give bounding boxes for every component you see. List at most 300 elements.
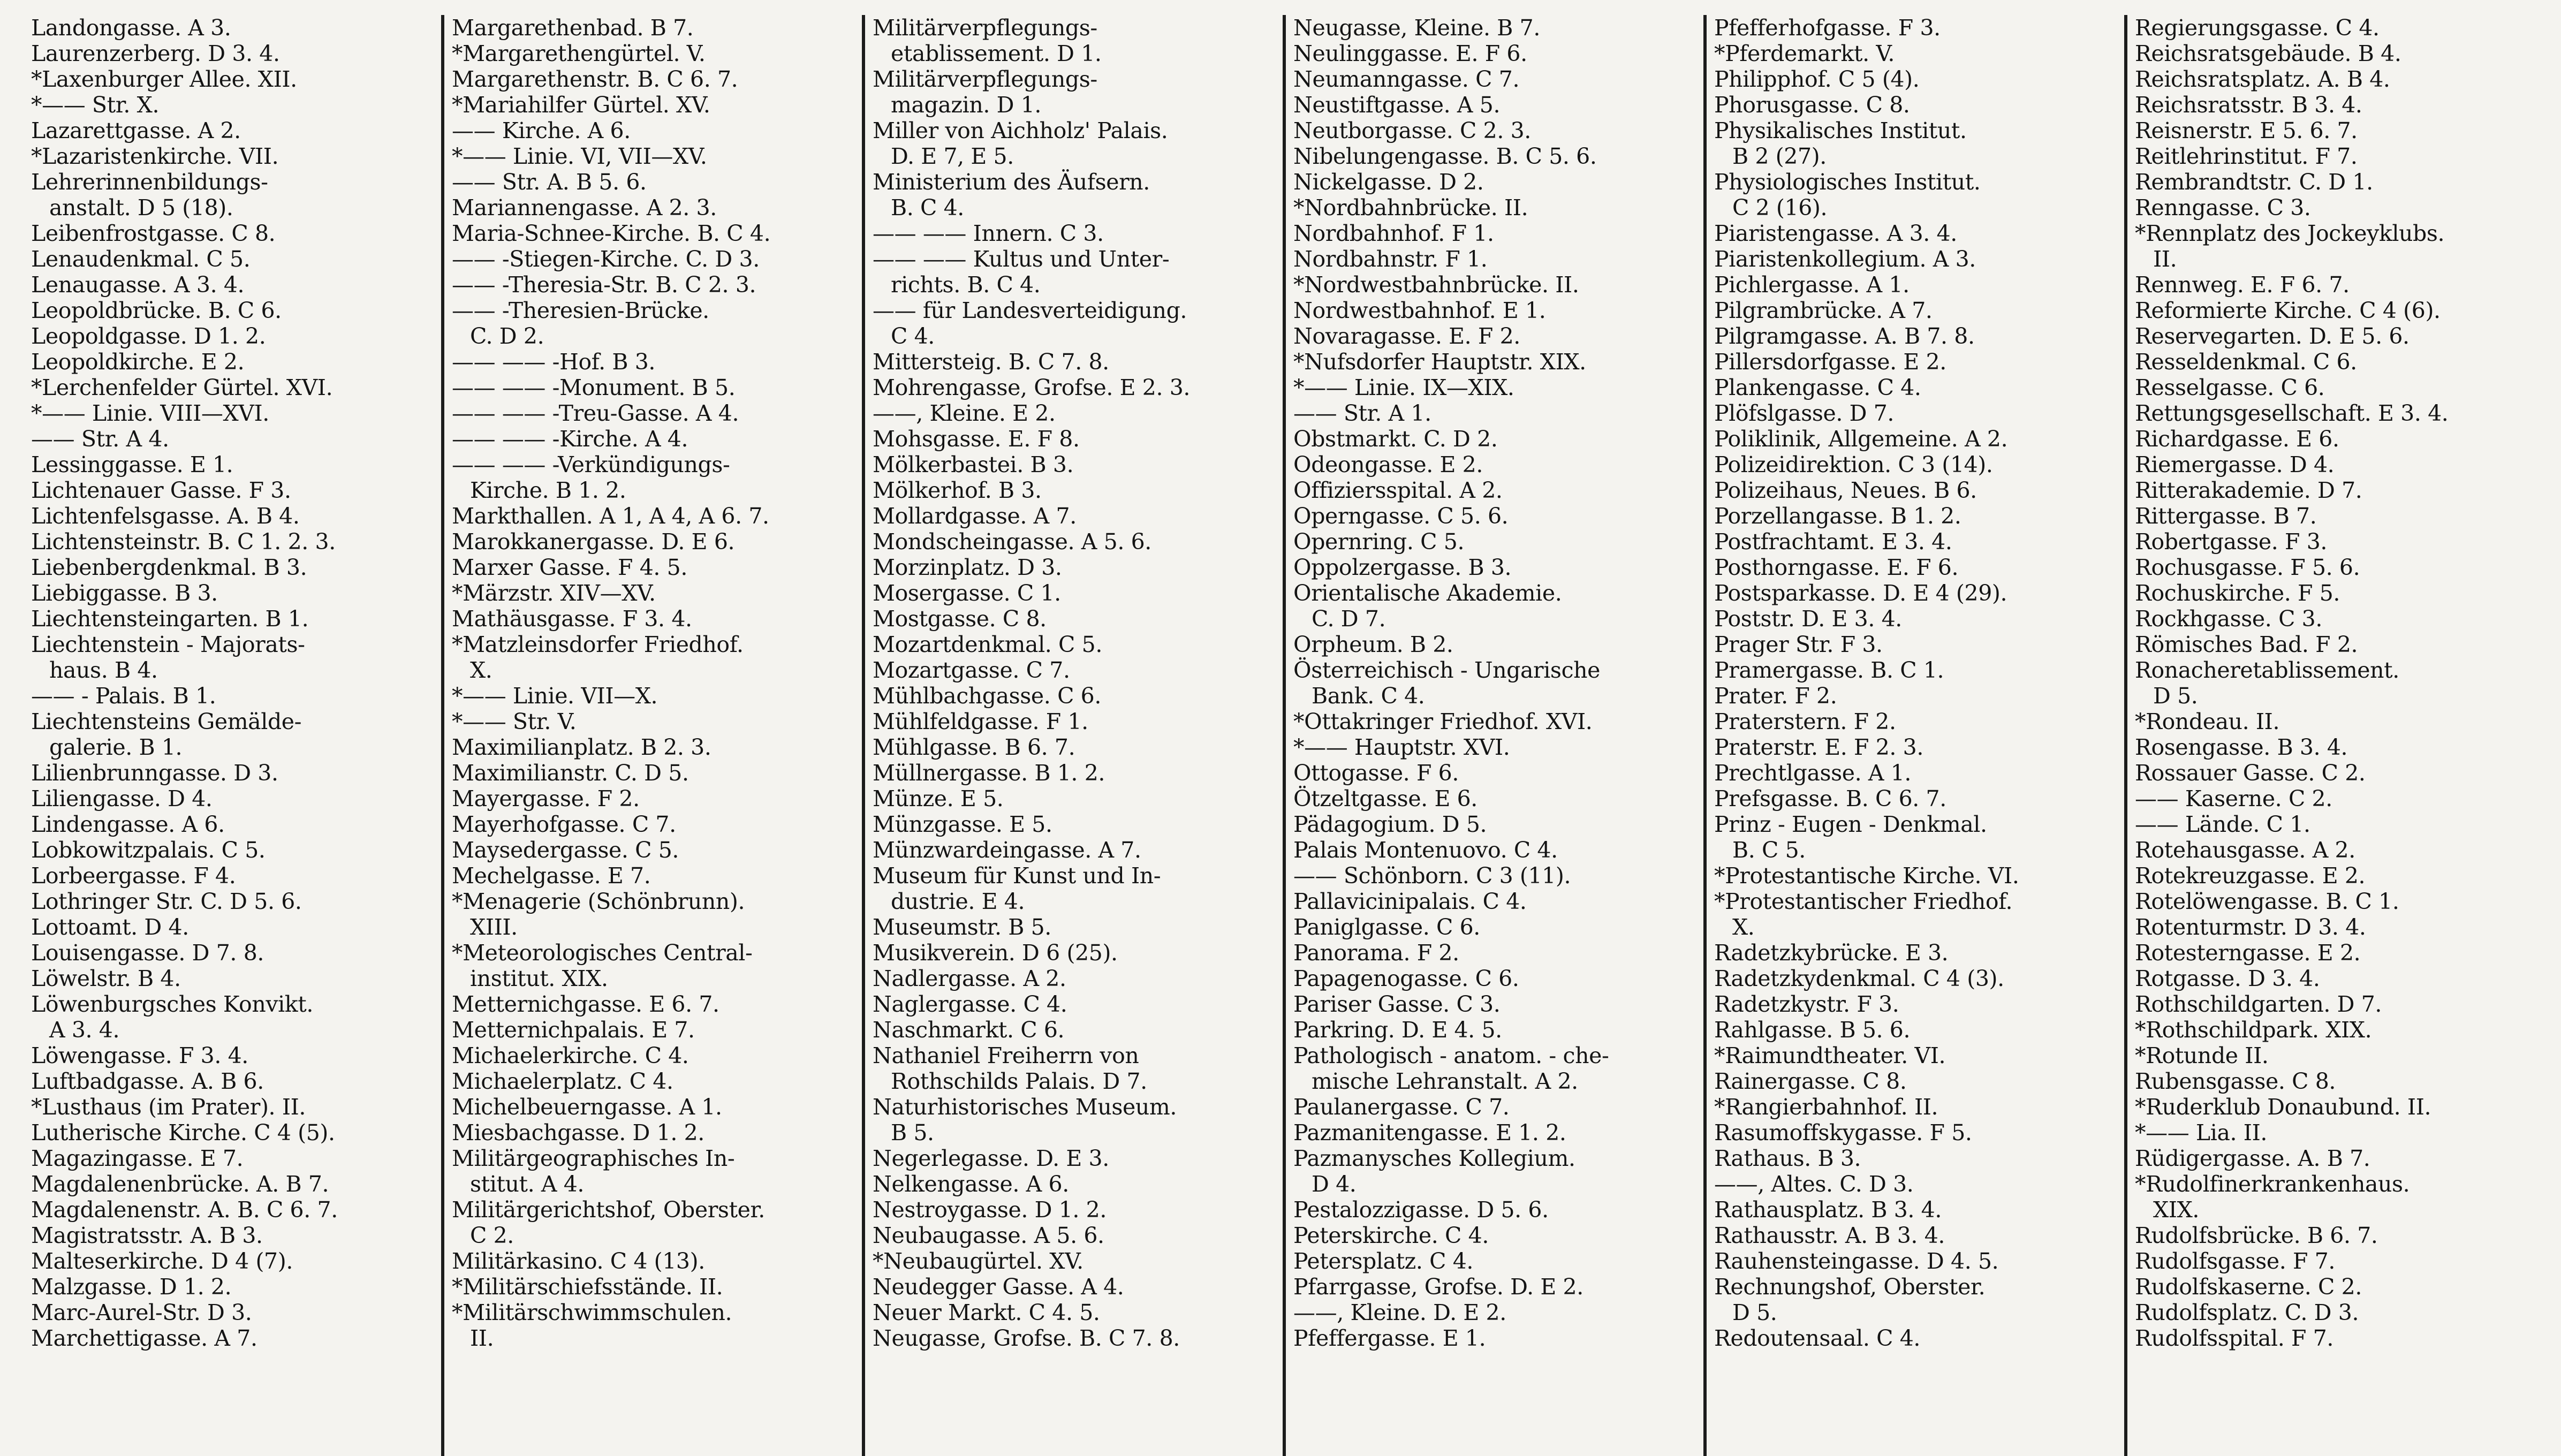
- index-entry-continuation: B 5.: [891, 1120, 934, 1146]
- index-entry: Rathausplatz. B 3. 4.: [1714, 1197, 1942, 1223]
- index-entry: Pädagogium. D 5.: [1293, 812, 1487, 837]
- index-entry: Neulinggasse. E. F 6.: [1293, 41, 1527, 66]
- index-entry: *Ruderklub Donaubund. II.: [2135, 1094, 2431, 1120]
- index-entry: Münze. E 5.: [873, 786, 1004, 812]
- index-entry: Leopoldkirche. E 2.: [31, 349, 245, 375]
- index-entry: Odeongasse. E 2.: [1293, 452, 1483, 477]
- index-entry: Lenaugasse. A 3. 4.: [31, 272, 245, 298]
- index-entry: Rotgasse. D 3. 4.: [2135, 966, 2320, 991]
- index-entry: *Rudolfinerkrankenhaus.: [2135, 1171, 2410, 1197]
- index-entry: Musikverein. D 6 (25).: [873, 940, 1118, 966]
- index-entry: Reichsratsplatz. A. B 4.: [2135, 66, 2390, 92]
- index-entry: Lichtenauer Gasse. F 3.: [31, 477, 291, 503]
- index-entry: Rüdigergasse. A. B 7.: [2135, 1146, 2370, 1171]
- index-entry: Nordwestbahnhof. E 1.: [1293, 298, 1546, 323]
- index-entry: *—— Linie. VII—X.: [452, 683, 658, 709]
- index-entry: Rockhgasse. C 3.: [2135, 606, 2322, 632]
- index-entry: Magdalenenstr. A. B. C 6. 7.: [31, 1197, 338, 1223]
- index-entry: Rotekreuzgasse. E 2.: [2135, 863, 2366, 889]
- index-entry: Margarethenstr. B. C 6. 7.: [452, 66, 738, 92]
- index-entry-continuation: C 2 (16).: [1732, 195, 1828, 221]
- index-entry: Laurenzerberg. D 3. 4.: [31, 41, 280, 66]
- index-entry: Rembrandtstr. C. D 1.: [2135, 169, 2373, 195]
- index-entry: Liechtensteins Gemälde-: [31, 709, 302, 734]
- index-entry: Palais Montenuovo. C 4.: [1293, 837, 1558, 863]
- index-entry: Museum für Kunst und In-: [873, 863, 1161, 889]
- index-entry: Miller von Aichholz' Palais.: [873, 118, 1168, 143]
- index-entry: Prechtlgasse. A 1.: [1714, 760, 1912, 786]
- index-entry: Peterskirche. C 4.: [1293, 1223, 1489, 1248]
- index-entry: Maximilianplatz. B 2. 3.: [452, 734, 711, 760]
- index-entry: Naschmarkt. C 6.: [873, 1017, 1065, 1043]
- index-entry: Lilienbrunngasse. D 3.: [31, 760, 278, 786]
- index-entry: Plöfslgasse. D 7.: [1714, 400, 1895, 426]
- index-entry: Pallavicinipalais. C 4.: [1293, 889, 1527, 914]
- index-entry: Lutherische Kirche. C 4 (5).: [31, 1120, 335, 1146]
- index-entry: Offiziersspital. A 2.: [1293, 477, 1503, 503]
- index-entry-continuation: X.: [1732, 914, 1755, 940]
- index-entry: Mölkerbastei. B 3.: [873, 452, 1074, 477]
- index-entry: Reservegarten. D. E 5. 6.: [2135, 323, 2410, 349]
- index-entry-continuation: stitut. A 4.: [470, 1171, 585, 1197]
- index-entry: Neumanngasse. C 7.: [1293, 66, 1520, 92]
- index-entry: *Protestantische Kirche. VI.: [1714, 863, 2019, 889]
- index-entry-continuation: etablissement. D 1.: [891, 41, 1102, 66]
- index-entry-continuation: Rothschilds Palais. D 7.: [891, 1068, 1147, 1094]
- index-entry: Prefsgasse. B. C 6. 7.: [1714, 786, 1946, 812]
- index-entry: —— —— -Kirche. A 4.: [452, 426, 688, 452]
- index-entry: —— -Theresien-Brücke.: [452, 298, 709, 323]
- index-entry: *Rothschildpark. XIX.: [2135, 1017, 2372, 1043]
- index-entry: *—— Linie. VI, VII—XV.: [452, 143, 707, 169]
- index-entry: Mayerhofgasse. C 7.: [452, 812, 676, 837]
- index-entry: Nickelgasse. D 2.: [1293, 169, 1484, 195]
- index-entry: *Neubaugürtel. XV.: [873, 1248, 1084, 1274]
- index-entry: Opernring. C 5.: [1293, 529, 1465, 555]
- index-entry: Müllnergasse. B 1. 2.: [873, 760, 1105, 786]
- index-entry: Rosengasse. B 3. 4.: [2135, 734, 2348, 760]
- index-entry: Rudolfsspital. F 7.: [2135, 1325, 2334, 1351]
- index-entry: Papagenogasse. C 6.: [1293, 966, 1519, 991]
- index-entry: Mostgasse. C 8.: [873, 606, 1047, 632]
- index-entry-continuation: C 2.: [470, 1223, 514, 1248]
- index-entry: Piaristengasse. A 3. 4.: [1714, 221, 1957, 246]
- index-entry: *Matzleinsdorfer Friedhof.: [452, 632, 744, 657]
- index-entry: *Ottakringer Friedhof. XVI.: [1293, 709, 1593, 734]
- index-entry: Philipphof. C 5 (4).: [1714, 66, 1920, 92]
- index-entry: Pestalozzigasse. D 5. 6.: [1293, 1197, 1549, 1223]
- index-entry: Rubensgasse. C 8.: [2135, 1068, 2336, 1094]
- index-entry: Ötzeltgasse. E 6.: [1293, 786, 1478, 812]
- index-entry: —— für Landesverteidigung.: [873, 298, 1187, 323]
- index-entry-continuation: D 5.: [1732, 1300, 1777, 1325]
- index-entry: Militärgeographisches In-: [452, 1146, 735, 1171]
- index-entry: Physikalisches Institut.: [1714, 118, 1967, 143]
- index-entry: Rotesterngasse. E 2.: [2135, 940, 2361, 966]
- index-entry: *Menagerie (Schönbrunn).: [452, 889, 745, 914]
- index-entry-continuation: C. D 7.: [1312, 606, 1386, 632]
- index-entry: Liebenbergdenkmal. B 3.: [31, 555, 307, 580]
- index-entry: —— Kirche. A 6.: [452, 118, 631, 143]
- index-entry: Reisnerstr. E 5. 6. 7.: [2135, 118, 2358, 143]
- index-entry: Lobkowitzpalais. C 5.: [31, 837, 266, 863]
- index-entry: Pilgramgasse. A. B 7. 8.: [1714, 323, 1975, 349]
- index-column-5: [1707, 15, 2127, 1456]
- index-entry: Pilgrambrücke. A 7.: [1714, 298, 1933, 323]
- index-entry-continuation: II.: [470, 1325, 494, 1351]
- index-entry: *—— Lia. II.: [2135, 1120, 2268, 1146]
- index-entry: Rotehausgasse. A 2.: [2135, 837, 2355, 863]
- index-entry-continuation: B 2 (27).: [1732, 143, 1827, 169]
- index-entry: *—— Linie. IX—XIX.: [1293, 375, 1514, 400]
- index-entry: Naglergasse. C 4.: [873, 991, 1067, 1017]
- index-entry: —— Str. A. B 5. 6.: [452, 169, 647, 195]
- index-entry-continuation: richts. B. C 4.: [891, 272, 1041, 298]
- index-entry: *Nordwestbahnbrücke. II.: [1293, 272, 1579, 298]
- index-entry: Postfrachtamt. E 3. 4.: [1714, 529, 1952, 555]
- index-entry: *—— Hauptstr. XVI.: [1293, 734, 1510, 760]
- index-entry: Michaelerplatz. C 4.: [452, 1068, 673, 1094]
- index-entry: Marokkanergasse. D. E 6.: [452, 529, 735, 555]
- index-entry: Lottoamt. D 4.: [31, 914, 189, 940]
- index-entry: Rettungsgesellschaft. E 3. 4.: [2135, 400, 2449, 426]
- index-entry: Neudegger Gasse. A 4.: [873, 1274, 1124, 1300]
- index-entry: Orpheum. B 2.: [1293, 632, 1453, 657]
- index-entry: Leopoldgasse. D 1. 2.: [31, 323, 266, 349]
- index-entry-continuation: II.: [2153, 246, 2177, 272]
- index-entry: Piaristenkollegium. A 3.: [1714, 246, 1976, 272]
- index-entry: *—— Str. X.: [31, 92, 160, 118]
- index-entry: Pariser Gasse. C 3.: [1293, 991, 1501, 1017]
- index-entry: Nadlergasse. A 2.: [873, 966, 1066, 991]
- index-entry: *Raimundtheater. VI.: [1714, 1043, 1946, 1068]
- index-entry: Magazingasse. E 7.: [31, 1146, 244, 1171]
- index-entry: Ritterakademie. D 7.: [2135, 477, 2362, 503]
- index-entry: Lehrerinnenbildungs-: [31, 169, 268, 195]
- index-entry: Oppolzergasse. B 3.: [1293, 555, 1512, 580]
- index-entry: Lessinggasse. E 1.: [31, 452, 233, 477]
- index-entry: Pramergasse. B. C 1.: [1714, 657, 1944, 683]
- index-entry: Resseldenkmal. C 6.: [2135, 349, 2357, 375]
- index-entry: Redoutensaal. C 4.: [1714, 1325, 1921, 1351]
- index-entry: Rudolfsgasse. F 7.: [2135, 1248, 2336, 1274]
- index-entry: Porzellangasse. B 1. 2.: [1714, 503, 1961, 529]
- index-entry: Löwelstr. B 4.: [31, 966, 181, 991]
- index-entry: ——, Kleine. E 2.: [873, 400, 1056, 426]
- index-entry: Neugasse, Kleine. B 7.: [1293, 15, 1540, 41]
- index-entry: Rasumoffskygasse. F 5.: [1714, 1120, 1972, 1146]
- index-entry: *Militärschiefsstände. II.: [452, 1274, 723, 1300]
- index-entry: Poststr. D. E 3. 4.: [1714, 606, 1902, 632]
- index-entry: Pathologisch - anatom. - che-: [1293, 1043, 1609, 1068]
- index-entry: —— —— -Treu-Gasse. A 4.: [452, 400, 739, 426]
- index-column-2: [444, 15, 865, 1456]
- index-entry: Österreichisch - Ungarische: [1293, 657, 1601, 683]
- index-entry-continuation: B. C 5.: [1732, 837, 1806, 863]
- index-entry-continuation: mische Lehranstalt. A 2.: [1312, 1068, 1578, 1094]
- index-entry: Löwengasse. F 3. 4.: [31, 1043, 248, 1068]
- index-column-3: [865, 15, 1286, 1456]
- index-entry-continuation: B. C 4.: [891, 195, 964, 221]
- index-entry: —— —— -Monument. B 5.: [452, 375, 736, 400]
- index-entry: Rainergasse. C 8.: [1714, 1068, 1907, 1094]
- index-entry: Nibelungengasse. B. C 5. 6.: [1293, 143, 1597, 169]
- index-entry-continuation: C 4.: [891, 323, 935, 349]
- index-entry: Militärverpflegungs-: [873, 15, 1097, 41]
- index-entry: Phorusgasse. C 8.: [1714, 92, 1910, 118]
- index-entry: Maria-Schnee-Kirche. B. C 4.: [452, 221, 771, 246]
- index-entry: —— Lände. C 1.: [2135, 812, 2310, 837]
- index-entry: Marxer Gasse. F 4. 5.: [452, 555, 687, 580]
- index-entry: Prinz - Eugen - Denkmal.: [1714, 812, 1987, 837]
- index-entry: Lindengasse. A 6.: [31, 812, 225, 837]
- index-entry: —— Kaserne. C 2.: [2135, 786, 2332, 812]
- index-entry: Marchettigasse. A 7.: [31, 1325, 257, 1351]
- index-entry: Novaragasse. E. F 2.: [1293, 323, 1520, 349]
- index-entry: Miesbachgasse. D 1. 2.: [452, 1120, 704, 1146]
- index-entry: Reformierte Kirche. C 4 (6).: [2135, 298, 2441, 323]
- index-entry: Physiologisches Institut.: [1714, 169, 1981, 195]
- index-entry: Leopoldbrücke. B. C 6.: [31, 298, 282, 323]
- index-entry: Mechelgasse. E 7.: [452, 863, 651, 889]
- index-entry: Renngasse. C 3.: [2135, 195, 2311, 221]
- index-entry: *Rangierbahnhof. II.: [1714, 1094, 1938, 1120]
- index-entry: Praterstr. E. F 2. 3.: [1714, 734, 1923, 760]
- index-entry: Mozartdenkmal. C 5.: [873, 632, 1102, 657]
- index-entry: Pfarrgasse, Grofse. D. E 2.: [1293, 1274, 1583, 1300]
- index-entry: Plankengasse. C 4.: [1714, 375, 1921, 400]
- index-entry: Landongasse. A 3.: [31, 15, 231, 41]
- index-entry: *Rondeau. II.: [2135, 709, 2280, 734]
- index-entry-continuation: Kirche. B 1. 2.: [470, 477, 626, 503]
- index-entry: —— Str. A 1.: [1293, 400, 1431, 426]
- index-entry: Lorbeergasse. F 4.: [31, 863, 236, 889]
- index-entry: Militärverpflegungs-: [873, 66, 1097, 92]
- index-entry: Ministerium des Äufsern.: [873, 169, 1150, 195]
- index-entry: Römisches Bad. F 2.: [2135, 632, 2358, 657]
- index-entry: Rechnungshof, Oberster.: [1714, 1274, 1986, 1300]
- index-entry: Magdalenenbrücke. A. B 7.: [31, 1171, 329, 1197]
- index-entry: Negerlegasse. D. E 3.: [873, 1146, 1109, 1171]
- index-entry: Maximilianstr. C. D 5.: [452, 760, 689, 786]
- index-entry: Mühlfeldgasse. F 1.: [873, 709, 1088, 734]
- index-entry: Paniglgasse. C 6.: [1293, 914, 1480, 940]
- index-entry: Prater. F 2.: [1714, 683, 1837, 709]
- index-entry: Robertgasse. F 3.: [2135, 529, 2328, 555]
- index-entry: —— -Theresia-Str. B. C 2. 3.: [452, 272, 756, 298]
- index-entry: Mölkerhof. B 3.: [873, 477, 1042, 503]
- index-entry: Museumstr. B 5.: [873, 914, 1051, 940]
- index-entry-continuation: institut. XIX.: [470, 966, 608, 991]
- index-entry: Mühlbachgasse. C 6.: [873, 683, 1101, 709]
- index-entry: Paulanergasse. C 7.: [1293, 1094, 1510, 1120]
- index-entry: —— —— Kultus und Unter-: [873, 246, 1170, 272]
- index-entry: Prager Str. F 3.: [1714, 632, 1883, 657]
- index-entry: Lazarettgasse. A 2.: [31, 118, 241, 143]
- index-entry: Rudolfskaserne. C 2.: [2135, 1274, 2362, 1300]
- index-entry: Metternichgasse. E 6. 7.: [452, 991, 719, 1017]
- index-entry: Naturhistorisches Museum.: [873, 1094, 1177, 1120]
- index-entry: Neubaugasse. A 5. 6.: [873, 1223, 1104, 1248]
- index-entry: —— - Palais. B 1.: [31, 683, 216, 709]
- index-entry: Mathäusgasse. F 3. 4.: [452, 606, 692, 632]
- index-entry: Lenaudenkmal. C 5.: [31, 246, 251, 272]
- index-entry: Polizeidirektion. C 3 (14).: [1714, 452, 1993, 477]
- index-entry: —— Schönborn. C 3 (11).: [1293, 863, 1571, 889]
- index-entry: Lichtenfelsgasse. A. B 4.: [31, 503, 300, 529]
- index-entry: —— Str. A 4.: [31, 426, 169, 452]
- index-entry: *Lerchenfelder Gürtel. XVI.: [31, 375, 333, 400]
- index-entry: Maysedergasse. C 5.: [452, 837, 679, 863]
- index-entry: Löwenburgsches Konvikt.: [31, 991, 313, 1017]
- index-entry: *Pferdemarkt. V.: [1714, 41, 1895, 66]
- index-entry: *Mariahilfer Gürtel. XV.: [452, 92, 710, 118]
- index-entry-continuation: D 4.: [1312, 1171, 1357, 1197]
- index-entry: Rauhensteingasse. D 4. 5.: [1714, 1248, 1999, 1274]
- index-entry: ——, Kleine. D. E 2.: [1293, 1300, 1506, 1325]
- index-entry-continuation: galerie. B 1.: [49, 734, 183, 760]
- index-entry: Lichtensteinstr. B. C 1. 2. 3.: [31, 529, 336, 555]
- index-entry: *Lusthaus (im Prater). II.: [31, 1094, 306, 1120]
- index-entry-continuation: haus. B 4.: [49, 657, 158, 683]
- index-entry-continuation: Bank. C 4.: [1312, 683, 1425, 709]
- index-entry: Ronacheretablissement.: [2135, 657, 2399, 683]
- index-entry-continuation: X.: [470, 657, 492, 683]
- index-entry: Nathaniel Freiherrn von: [873, 1043, 1139, 1068]
- index-entry: *Margarethengürtel. V.: [452, 41, 706, 66]
- index-entry: *Nufsdorfer Hauptstr. XIX.: [1293, 349, 1586, 375]
- index-entry: Rathaus. B 3.: [1714, 1146, 1861, 1171]
- index-entry: Pillersdorfgasse. E 2.: [1714, 349, 1946, 375]
- index-entry: Radetzkystr. F 3.: [1714, 991, 1899, 1017]
- index-entry: *—— Str. V.: [452, 709, 577, 734]
- index-entry: Posthorngasse. E. F 6.: [1714, 555, 1959, 580]
- index-entry: Marc-Aurel-Str. D 3.: [31, 1300, 252, 1325]
- index-entry: *Rotunde II.: [2135, 1043, 2269, 1068]
- index-entry: Münzwardeingasse. A 7.: [873, 837, 1141, 863]
- index-entry: Regierungsgasse. C 4.: [2135, 15, 2380, 41]
- index-entry: Lothringer Str. C. D 5. 6.: [31, 889, 302, 914]
- index-entry: Obstmarkt. C. D 2.: [1293, 426, 1498, 452]
- index-entry: Rothschildgarten. D 7.: [2135, 991, 2382, 1017]
- index-entry: Pazmanitengasse. E 1. 2.: [1293, 1120, 1566, 1146]
- index-entry: Malteserkirche. D 4 (7).: [31, 1248, 293, 1274]
- index-entry: Louisengasse. D 7. 8.: [31, 940, 264, 966]
- index-entry: Neugasse, Grofse. B. C 7. 8.: [873, 1325, 1180, 1351]
- index-entry: Rossauer Gasse. C 2.: [2135, 760, 2366, 786]
- index-entry: Reichsratsgebäude. B 4.: [2135, 41, 2401, 66]
- index-entry: Ottogasse. F 6.: [1293, 760, 1459, 786]
- index-entry: Rochusgasse. F 5. 6.: [2135, 555, 2360, 580]
- index-entry: Neutborgasse. C 2. 3.: [1293, 118, 1531, 143]
- index-entry: Magistratsstr. A. B 3.: [31, 1223, 263, 1248]
- index-entry: Liechtenstein - Majorats-: [31, 632, 305, 657]
- index-entry: Rotelöwengasse. B. C 1.: [2135, 889, 2399, 914]
- index-entry: Rochuskirche. F 5.: [2135, 580, 2340, 606]
- index-entry-continuation: A 3. 4.: [49, 1017, 120, 1043]
- index-entry: Mondscheingasse. A 5. 6.: [873, 529, 1151, 555]
- index-entry: Michaelerkirche. C 4.: [452, 1043, 689, 1068]
- index-entry: Mohsgasse. E. F 8.: [873, 426, 1080, 452]
- index-entry-continuation: D 5.: [2153, 683, 2198, 709]
- index-entry-continuation: D. E 7, E 5.: [891, 143, 1014, 169]
- index-column-1: [24, 15, 444, 1456]
- index-entry: Polizeihaus, Neues. B 6.: [1714, 477, 1977, 503]
- index-entry: *Märzstr. XIV—XV.: [452, 580, 656, 606]
- index-entry-continuation: XIII.: [470, 914, 518, 940]
- index-entry: Nordbahnstr. F 1.: [1293, 246, 1488, 272]
- index-entry: Panorama. F 2.: [1293, 940, 1459, 966]
- index-entry: Mariannengasse. A 2. 3.: [452, 195, 717, 221]
- index-entry: Rotenturmstr. D 3. 4.: [2135, 914, 2366, 940]
- index-entry: Resselgasse. C 6.: [2135, 375, 2325, 400]
- index-entry: ——, Altes. C. D 3.: [1714, 1171, 1914, 1197]
- index-entry: Riemergasse. D 4.: [2135, 452, 2335, 477]
- index-entry: *Protestantischer Friedhof.: [1714, 889, 2013, 914]
- index-entry: Mittersteig. B. C 7. 8.: [873, 349, 1109, 375]
- index-entry: Radetzkybrücke. E 3.: [1714, 940, 1949, 966]
- index-entry: Rittergasse. B 7.: [2135, 503, 2317, 529]
- index-entry: Pazmanysches Kollegium.: [1293, 1146, 1575, 1171]
- index-entry: Pfeffergasse. E 1.: [1293, 1325, 1486, 1351]
- index-entry: *Meteorologisches Central-: [452, 940, 753, 966]
- index-entry: Richardgasse. E 6.: [2135, 426, 2339, 452]
- index-entry: Mollardgasse. A 7.: [873, 503, 1077, 529]
- index-entry: Nelkengasse. A 6.: [873, 1171, 1069, 1197]
- index-entry: Markthallen. A 1, A 4, A 6. 7.: [452, 503, 769, 529]
- index-entry: *Lazaristenkirche. VII.: [31, 143, 279, 169]
- index-entry: Radetzkydenkmal. C 4 (3).: [1714, 966, 2004, 991]
- index-entry: *Laxenburger Allee. XII.: [31, 66, 297, 92]
- index-entry: Michelbeuerngasse. A 1.: [452, 1094, 722, 1120]
- index-entry: Mozartgasse. C 7.: [873, 657, 1070, 683]
- index-entry: Leibenfrostgasse. C 8.: [31, 221, 276, 246]
- index-entry: Pfefferhofgasse. F 3.: [1714, 15, 1941, 41]
- index-entry: Rahlgasse. B 5. 6.: [1714, 1017, 1911, 1043]
- index-entry: *Militärschwimmschulen.: [452, 1300, 732, 1325]
- index-entry: Liliengasse. D 4.: [31, 786, 213, 812]
- index-entry-continuation: magazin. D 1.: [891, 92, 1042, 118]
- index-entry: Mohrengasse, Grofse. E 2. 3.: [873, 375, 1191, 400]
- index-entry: Mosergasse. C 1.: [873, 580, 1061, 606]
- index-entry: *—— Linie. VIII—XVI.: [31, 400, 269, 426]
- index-entry-continuation: anstalt. D 5 (18).: [49, 195, 233, 221]
- index-entry-continuation: C. D 2.: [470, 323, 544, 349]
- index-entry: Nordbahnhof. F 1.: [1293, 221, 1494, 246]
- index-entry: Münzgasse. E 5.: [873, 812, 1052, 837]
- index-entry: —— —— -Hof. B 3.: [452, 349, 656, 375]
- index-entry: Operngasse. C 5. 6.: [1293, 503, 1509, 529]
- index-entry: Neuer Markt. C 4. 5.: [873, 1300, 1100, 1325]
- index-entry: Malzgasse. D 1. 2.: [31, 1274, 232, 1300]
- index-entry: —— —— Innern. C 3.: [873, 221, 1104, 246]
- index-entry: —— -Stiegen-Kirche. C. D 3.: [452, 246, 760, 272]
- index-entry: Neustiftgasse. A 5.: [1293, 92, 1501, 118]
- index-entry: Rudolfsplatz. C. D 3.: [2135, 1300, 2359, 1325]
- index-entry: Rathausstr. A. B 3. 4.: [1714, 1223, 1945, 1248]
- index-entry: Morzinplatz. D 3.: [873, 555, 1062, 580]
- index-entry: —— —— -Verkündigungs-: [452, 452, 730, 477]
- index-entry: Parkring. D. E 4. 5.: [1293, 1017, 1502, 1043]
- index-entry: Reichsratsstr. B 3. 4.: [2135, 92, 2362, 118]
- index-entry: Militärkasino. C 4 (13).: [452, 1248, 705, 1274]
- index-entry: Postsparkasse. D. E 4 (29).: [1714, 580, 2007, 606]
- index-entry: Praterstern. F 2.: [1714, 709, 1896, 734]
- index-entry: Orientalische Akademie.: [1293, 580, 1562, 606]
- index-entry: Rudolfsbrücke. B 6. 7.: [2135, 1223, 2378, 1248]
- index-entry: Mühlgasse. B 6. 7.: [873, 734, 1075, 760]
- index-column-6: [2127, 15, 2548, 1456]
